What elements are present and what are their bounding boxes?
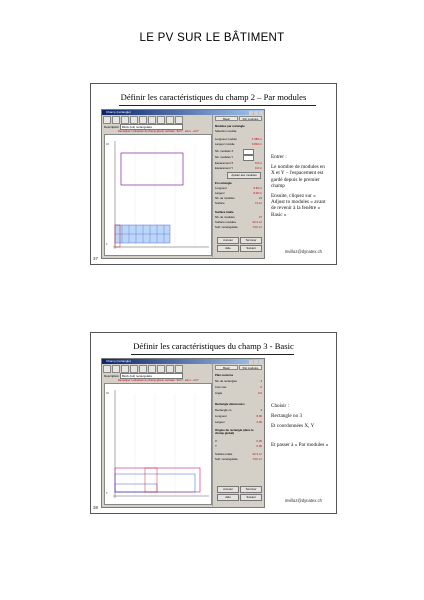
tool-icon[interactable] — [103, 365, 111, 373]
row-value: 74 m² — [254, 201, 262, 205]
slide-title — [91, 341, 336, 351]
properties-panel — [212, 115, 264, 257]
row-value: 0.810 m — [251, 142, 262, 146]
row-label: Y — [215, 444, 217, 448]
row-label: Largeur module — [215, 142, 235, 146]
software-window — [101, 109, 265, 259]
panel-row — [215, 142, 262, 146]
rectangle-1 — [115, 468, 200, 492]
window-controls — [249, 360, 263, 364]
tab-par-modules[interactable]: Par modules — [239, 116, 262, 121]
next-button[interactable]: Suivant — [240, 245, 262, 252]
zoom-icon[interactable] — [157, 365, 165, 373]
note-line: Choisir : — [271, 403, 290, 409]
close-icon[interactable] — [259, 360, 263, 364]
description-input[interactable]: Block (toit) rectangulaire — [120, 124, 183, 130]
description-label: Description — [104, 374, 120, 378]
window-title: Champ (rectangle) — [106, 359, 131, 363]
axis-tick: 0 — [106, 243, 108, 246]
tool-icon[interactable] — [175, 365, 183, 373]
row-value: 27 — [258, 215, 262, 219]
section-heading: Origine du rectangle (dans le champ global) — [215, 428, 254, 436]
row-value: 74.0 m² — [252, 457, 262, 461]
panel-row — [215, 379, 262, 383]
row-label: Coin réel — [215, 385, 227, 389]
row-value: 3 — [260, 408, 262, 412]
tab-basic[interactable]: Basic — [215, 116, 238, 121]
tool-icon[interactable] — [103, 116, 111, 124]
tab-par-modules[interactable]: Par modules — [239, 365, 262, 370]
document-title: LE PV SUR LE BÂTIMENT — [139, 32, 285, 44]
note-line: Et passer à « Par modules » — [271, 441, 329, 448]
panel-row — [215, 186, 262, 190]
tool-icon[interactable] — [139, 116, 147, 124]
finish-button[interactable]: Terminer — [240, 237, 262, 244]
row-value: 8.00 — [256, 414, 262, 418]
tab-basic[interactable]: Basic — [215, 365, 238, 370]
zoom-icon[interactable] — [166, 116, 174, 124]
layout-drawing — [105, 135, 211, 255]
minimize-icon[interactable] — [249, 360, 253, 364]
tool-icon[interactable] — [121, 116, 129, 124]
row-label: Longueur module — [215, 137, 237, 141]
tool-icon[interactable] — [148, 116, 156, 124]
hint-text: Remarque: Inclinaison du champ glisser verticale : 90.0° ; azim.: +0.0° — [118, 130, 199, 133]
modules-x-input[interactable] — [243, 149, 254, 155]
row-label: Surface — [215, 201, 225, 205]
slide-title — [91, 92, 336, 102]
note-line: Entrer : — [271, 154, 287, 160]
note-line: Et coordonnées X, Y — [271, 423, 315, 430]
row-value: 8.00 m — [253, 191, 262, 195]
row-label: X — [215, 439, 217, 443]
layout-canvas[interactable] — [104, 383, 212, 505]
cancel-button[interactable]: Annuler — [217, 237, 239, 244]
zoom-icon[interactable] — [157, 116, 165, 124]
panel-row — [215, 385, 262, 389]
panel-row — [215, 161, 262, 165]
axis-tick: 18 — [106, 143, 109, 146]
panel-tabs — [215, 116, 262, 121]
row-label: Nb. modules Y — [215, 155, 234, 159]
panel-row — [215, 215, 262, 219]
row-value: 9.60 m — [253, 186, 262, 190]
slide-38 — [90, 332, 337, 514]
section-heading: Surface totale — [215, 210, 234, 214]
row-label: Longueur — [215, 186, 227, 190]
window-toolbar — [103, 116, 183, 123]
row-value: 74.0 m² — [252, 225, 262, 229]
window-toolbar — [103, 365, 183, 372]
panel-row — [215, 408, 262, 412]
row-label: Nb. de modules — [215, 196, 235, 200]
panel-row — [215, 191, 262, 195]
description-label: Description — [104, 125, 120, 129]
row-label: Largeur — [215, 420, 225, 424]
panel-row — [215, 420, 262, 424]
row-label: Surf. rectangulaire — [215, 457, 238, 461]
note-line: Le nombre de modules en X et Y – l'espacement est gardé depuis le premier champ — [271, 164, 325, 189]
title-underline — [131, 354, 294, 355]
axis-tick: 18 — [106, 392, 109, 395]
modules-y-input[interactable] — [243, 155, 254, 161]
row-value: 0.0 m — [255, 161, 262, 165]
tool-icon[interactable] — [112, 365, 120, 373]
section-heading: Rectangle dimensions — [215, 402, 245, 406]
panel-row — [215, 391, 262, 395]
panel-row — [215, 225, 262, 229]
slide-footer: mvillaz@dynatex.ch — [284, 249, 322, 254]
row-label: Nb. de rectangles — [215, 379, 237, 383]
row-value: 42.3 m² — [252, 452, 262, 456]
row-label: Sélection module — [215, 129, 237, 133]
panel-row — [215, 452, 262, 456]
slide-number: 38 — [93, 505, 99, 510]
help-button[interactable]: Aide — [217, 245, 239, 252]
layout-canvas[interactable] — [104, 134, 212, 256]
slide-footer: mvillaz@dynatex.ch — [284, 498, 322, 503]
next-button[interactable]: Suivant — [240, 494, 262, 501]
row-label: Rectangle no — [215, 408, 232, 412]
row-value: 0 — [260, 385, 262, 389]
rectangle-1-outline — [121, 153, 183, 185]
row-label: Nb. de modules — [215, 215, 235, 219]
tool-icon[interactable] — [148, 365, 156, 373]
note-line: Rectangle no 3 — [271, 413, 303, 420]
row-label: Angle — [215, 391, 223, 395]
row-value: 0.00 — [256, 444, 262, 448]
panel-row — [215, 444, 262, 448]
maximize-icon[interactable] — [254, 360, 258, 364]
panel-row — [215, 166, 262, 170]
row-value: 42.3 m² — [252, 220, 262, 224]
cancel-button[interactable]: Annuler — [217, 486, 239, 493]
row-value: 1.580 m — [251, 137, 262, 141]
row-value: 24 — [258, 196, 262, 200]
row-value: 0.00 — [256, 439, 262, 443]
row-label: Longueur — [215, 414, 227, 418]
properties-panel — [212, 364, 264, 506]
slide-number: 37 — [93, 256, 99, 261]
rectangle-1 — [121, 153, 183, 185]
row-value: 2.00 — [256, 420, 262, 424]
window-controls — [249, 111, 263, 115]
panel-row — [215, 457, 262, 461]
note-line: Ensuite, cliquez sur « Adjust to modules » avant de revenir à la fenêtre « Basic » — [271, 193, 326, 218]
panel-heading: Modules par rectangle — [215, 124, 245, 128]
tool-icon[interactable] — [130, 365, 138, 373]
panel-row — [215, 129, 262, 133]
row-label: Surface modules — [215, 220, 236, 224]
panel-tabs — [215, 365, 262, 370]
zoom-icon[interactable] — [166, 365, 174, 373]
slide-notes — [271, 154, 329, 222]
software-window — [101, 358, 265, 508]
panel-row — [215, 439, 262, 443]
slide-title-text: Définir les caractéristiques du champ 2 – Par modules — [120, 92, 307, 102]
adjust-to-modules-button[interactable]: Ajuster aux modules — [227, 172, 261, 179]
minimize-icon[interactable] — [249, 111, 253, 115]
panel-row — [215, 196, 262, 200]
finish-button[interactable]: Terminer — [240, 486, 262, 493]
section-heading: En rectangle — [215, 181, 232, 185]
panel-row — [215, 414, 262, 418]
close-icon[interactable] — [259, 111, 263, 115]
panel-row — [215, 220, 262, 224]
slide-notes — [271, 403, 329, 452]
panel-heading: Plan customs — [215, 373, 234, 377]
slide-title-text: Définir les caractéristiques du champ 3 - Basic — [133, 341, 294, 351]
help-button[interactable]: Aide — [217, 494, 239, 501]
tool-icon[interactable] — [175, 116, 183, 124]
tool-icon[interactable] — [139, 365, 147, 373]
description-input[interactable]: Block (toit) rectangulaire — [120, 373, 183, 379]
row-value: 0.0 m — [255, 166, 262, 170]
tool-icon[interactable] — [112, 116, 120, 124]
row-label: Surface totale — [215, 452, 233, 456]
rectangle-3 — [115, 484, 157, 492]
axis-tick: 0 — [106, 492, 108, 495]
panel-row — [215, 201, 262, 205]
row-value: 3 — [260, 379, 262, 383]
row-label: Largeur — [215, 191, 225, 195]
row-label: Espacement Y — [215, 166, 234, 170]
rectangle-selected — [145, 468, 157, 492]
title-underline — [119, 105, 316, 106]
layout-drawing — [105, 384, 211, 504]
row-label: Espacement X — [215, 161, 234, 165]
grid-lines — [115, 394, 195, 496]
slide-37 — [90, 83, 337, 265]
panel-row — [215, 149, 262, 153]
tool-icon[interactable] — [121, 365, 129, 373]
maximize-icon[interactable] — [254, 111, 258, 115]
tool-icon[interactable] — [130, 116, 138, 124]
panel-row — [215, 137, 262, 141]
hint-text: Remarque: Inclinaison du champ glisser verticale : 90.0° ; azim.: +0.0° — [118, 379, 199, 382]
panel-row — [215, 155, 262, 159]
window-title: Champ (rectangle) — [106, 110, 131, 114]
row-value: 0.0 — [258, 391, 262, 395]
row-label: Nb. modules X — [215, 149, 234, 153]
row-label: Surf. rectangulaire — [215, 225, 238, 229]
